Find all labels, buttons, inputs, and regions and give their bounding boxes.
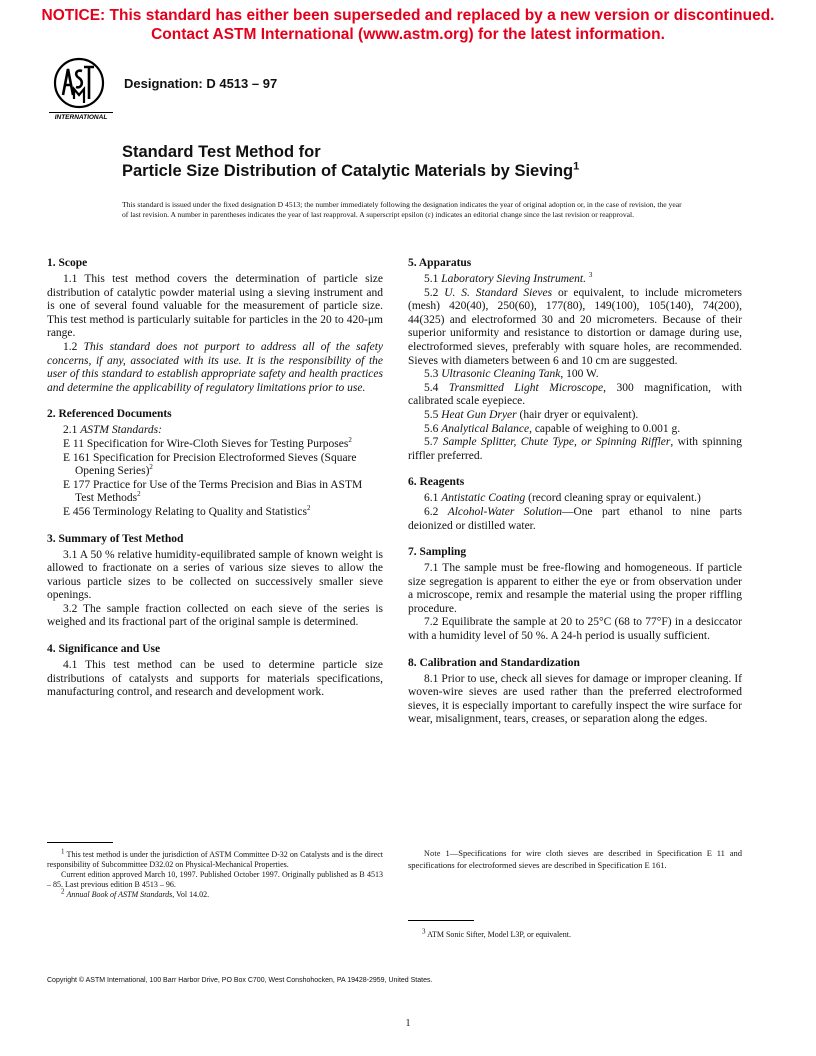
- designation: Designation: D 4513 – 97: [124, 76, 278, 91]
- section-summary: [47, 532, 383, 631]
- footnote-1: $^1$ This test method is under the jurisdiction of ASTM Committee D-32 on Catalysts and is the direct responsibility of Subcommittee D32.02 on Physical-Mechanical Properties.: [47, 847, 383, 869]
- paragraph: 5.3 Ultrasonic Cleaning Tank, 100 W.: [424, 368, 599, 381]
- section-heading: 4. Significance and Use: [47, 643, 161, 656]
- notice-line-2: Contact ASTM International (www.astm.org) for the latest information.: [151, 26, 665, 43]
- paragraph: 5.5 Heat Gun Dryer (hair dryer or equivalent).: [424, 408, 639, 421]
- note-1: Note 1—Specifications for wire cloth sieves are described in Specification E 11 and specifications for electroformed sieves are described in Specification E 161.: [408, 848, 742, 870]
- paragraph: 5.2 U. S. Standard Sieves or equivalent, to include micrometers (mesh) 420(40), 250(60), 177(80), 149(100), 105(140), 74(200), 44(325) and electroformed 30 and 20 micrometers. Because of their superior uniformity and resistance to distortion or damage during use, electroformed sieves, preferably with square holes, are recommended. Sieves with diameters between 6 and 10 cm are suggested.: [408, 286, 742, 367]
- paragraph: 2.1 ASTM Standards:: [63, 424, 162, 437]
- title-line-2: Particle Size Distribution of Catalytic Materials by Sieving$^1$: [122, 160, 580, 180]
- issued-note: This standard is issued under the fixed designation D 4513; the number immediately following the designation indicates the year of original adoption or, in the case of revision, the year of last revision. A number in parentheses indicates the year of last reapproval. A superscript epsilon (ε) indicates an editorial change since the last revision or reapproval.: [122, 200, 682, 220]
- footnote-2: $^2$ Annual Book of ASTM Standards, Vol 14.02.: [61, 887, 210, 899]
- reference-item: E 456 Terminology Relating to Quality and Statistics$^2$: [63, 504, 311, 518]
- section-significance: [47, 642, 383, 700]
- right-column: [408, 256, 742, 739]
- paragraph: 8.1 Prior to use, check all sieves for damage or improper cleaning. If woven-wire sieves are used rather than the preferred electroformed sieves, it is especially important to carefully inspect the wire surface for wear, misalignment, tears, creases, or separation along the edges.: [408, 672, 742, 726]
- footnote-rule-left: [47, 842, 113, 843]
- paragraph: 3.1 A 50 % relative humidity-equilibrated sample of known weight is allowed to fractionate on a series of various size sieves to allow the various particle sizes to be collected on successively smaller sieve openings.: [47, 548, 383, 602]
- section-heading: 3. Summary of Test Method: [47, 532, 184, 545]
- paragraph: 1.2 This standard does not purport to address all of the safety concerns, if any, associated with its use. It is the responsibility of the user of this standard to establish appropriate safety and health practices and determine the applicability of regulatory limitations prior to use.: [47, 340, 384, 394]
- footnote-edition: Current edition approved March 10, 1997. Published October 1997. Originally published as B 4513 – 85. Last previous edition B 4513 – 96.: [47, 870, 383, 889]
- section-apparatus: [408, 256, 742, 463]
- footnote-rule-right: [408, 920, 474, 921]
- section-calibration: [408, 656, 742, 727]
- paragraph: 1.1 This test method covers the determination of particle size distribution of catalytic powder material using a sieving instrument and is one of several found valuable for the measurement of particle size. This test method is particularly suitable for particles in the 20 to 420-μm range.: [47, 273, 383, 340]
- paragraph: 5.7 Sample Splitter, Chute Type, or Spinning Riffler, with spinning riffler preferred.: [408, 436, 742, 462]
- document-title: [122, 143, 579, 181]
- reference-item: E 11 Specification for Wire-Cloth Sieves for Testing Purposes$^2$: [63, 436, 352, 450]
- section-heading: 6. Reagents: [408, 476, 465, 489]
- section-heading: 1. Scope: [47, 257, 88, 269]
- copyright: Copyright © ASTM International, 100 Barr Harbor Drive, PO Box C700, West Conshohocken, PA 19428-2959, United States.: [47, 977, 433, 984]
- section-heading: 8. Calibration and Standardization: [408, 656, 580, 669]
- footnote-3: $^3$ ATM Sonic Sifter, Model L3P, or equivalent.: [422, 927, 571, 939]
- paragraph: 6.2 Alcohol-Water Solution—One part ethanol to nine parts deionized or distilled water.: [408, 505, 742, 532]
- section-heading: 7. Sampling: [408, 546, 467, 559]
- section-referenced-documents: [47, 407, 383, 519]
- astm-logo-icon: [46, 55, 116, 121]
- notice-line-1: NOTICE: This standard has either been superseded and replaced by a new version or discontinued.: [41, 7, 775, 24]
- paragraph: 7.2 Equilibrate the sample at 20 to 25°C (68 to 77°F) in a desiccator with a humidity level of 50 %. A 24-h period is usually sufficient.: [408, 616, 742, 643]
- page-number: 1: [405, 1018, 411, 1029]
- logo-text: INTERNATIONAL: [54, 114, 108, 121]
- section-reagents: [408, 475, 742, 533]
- paragraph: 7.1 The sample must be free-flowing and homogeneous. If particle size segregation is apparent to either the eye or from observation under a microscope, remix and resample the material using the proper riffling procedure.: [408, 562, 742, 615]
- section-sampling: [408, 545, 742, 644]
- supersession-notice: [0, 6, 816, 44]
- paragraph: 6.1 Antistatic Coating (record cleaning spray or equivalent.): [424, 492, 701, 505]
- reference-item: E 161 Specification for Precision Electroformed Sieves (Square Opening Series)$^2$: [63, 451, 357, 478]
- section-heading: 2. Referenced Documents: [47, 408, 172, 421]
- paragraph: 5.1 Laboratory Sieving Instrument. $^3$: [424, 271, 593, 285]
- section-scope: [47, 256, 383, 395]
- footnotes-left: [47, 847, 383, 900]
- paragraph: 4.1 This test method can be used to determine particle size distributions of catalysts and supports for materials specifications, manufacturing control, and research and development work.: [47, 659, 383, 699]
- paragraph: 5.4 Transmitted Light Microscope, 300 magnification, with calibrated scale eyepiece.: [408, 381, 742, 408]
- paragraph: 3.2 The sample fraction collected on each sieve of the series is weighed and its fractional part of the original sample is determined.: [47, 602, 383, 629]
- left-column: [47, 256, 383, 712]
- title-line-1: Standard Test Method for: [122, 143, 321, 161]
- section-heading: 5. Apparatus: [408, 257, 472, 269]
- reference-item: E 177 Practice for Use of the Terms Precision and Bias in ASTM Test Methods$^2$: [63, 478, 363, 505]
- paragraph: 5.6 Analytical Balance, capable of weighing to 0.001 g.: [424, 422, 681, 435]
